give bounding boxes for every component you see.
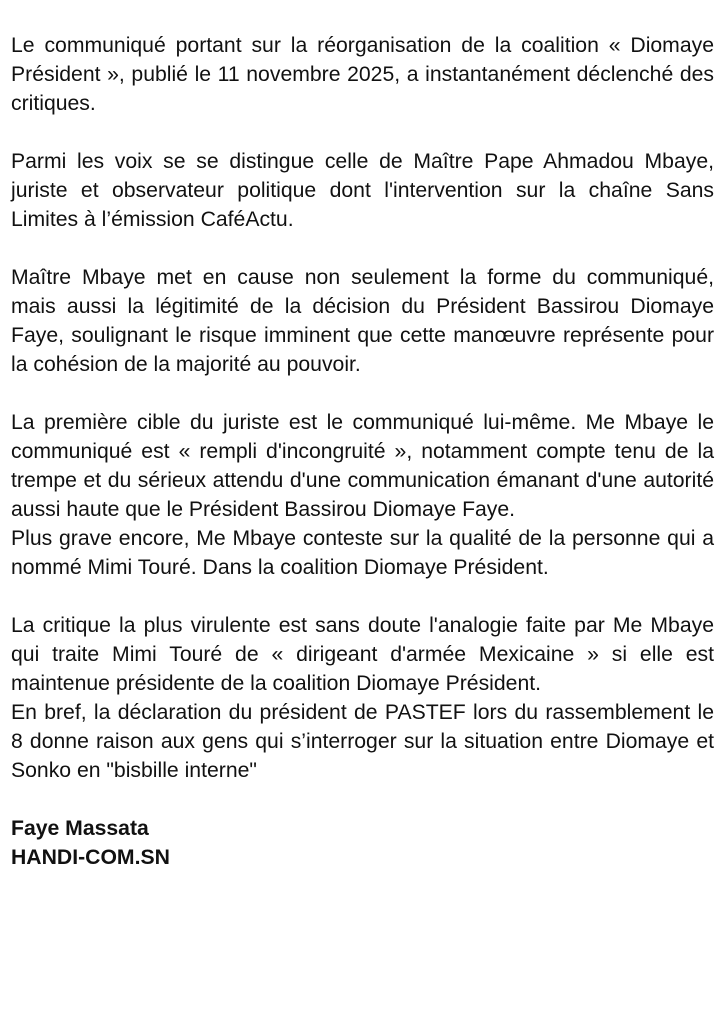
article-body (11, 31, 714, 872)
paragraph-conclusion: En bref, la déclaration du président de PASTEF lors du rassemblement le 8 donne raison aux gens qui s’interroger sur la situation entre Diomaye et Sonko en "bisbille interne" (11, 701, 714, 782)
author-name: Faye Massata (11, 817, 149, 840)
paragraph-voices: Parmi les voix se se distingue celle de Maître Pape Ahmadou Mbaye, juriste et observateur politique dont l'intervention sur la chaîne Sans Limites à l’émission CaféActu. (11, 150, 714, 231)
paragraph-intro: Le communiqué portant sur la réorganisation de la coalition « Diomaye Président », publié le 11 novembre 2025, a instantanément déclenché des critiques. (11, 34, 714, 115)
paragraph-legitimacy: Maître Mbaye met en cause non seulement la forme du communiqué, mais aussi la légitimité de la décision du Président Bassirou Diomaye Faye, soulignant le risque imminent que cette manœuvre représente pour la cohésion de la majorité au pouvoir. (11, 266, 714, 376)
paragraph-more-serious: Plus grave encore, Me Mbaye conteste sur la qualité de la personne qui a nommé Mimi Touré. Dans la coalition Diomaye Président. (11, 527, 714, 579)
paragraph-analogy: La critique la plus virulente est sans doute l'analogie faite par Me Mbaye qui traite Mimi Touré de « dirigeant d'armée Mexicaine » si elle est maintenue présidente de la coalition Diomaye Président. (11, 614, 714, 695)
paragraph-first-target: La première cible du juriste est le communiqué lui-même. Me Mbaye le communiqué est « rempli d'incongruité », notamment compte tenu de la trempe et du sérieux attendu d'une communication émanant d'une autorité aussi haute que le Président Bassirou Diomaye Faye. (11, 411, 714, 521)
signature-block (11, 814, 714, 872)
source-name: HANDI-COM.SN (11, 846, 170, 869)
